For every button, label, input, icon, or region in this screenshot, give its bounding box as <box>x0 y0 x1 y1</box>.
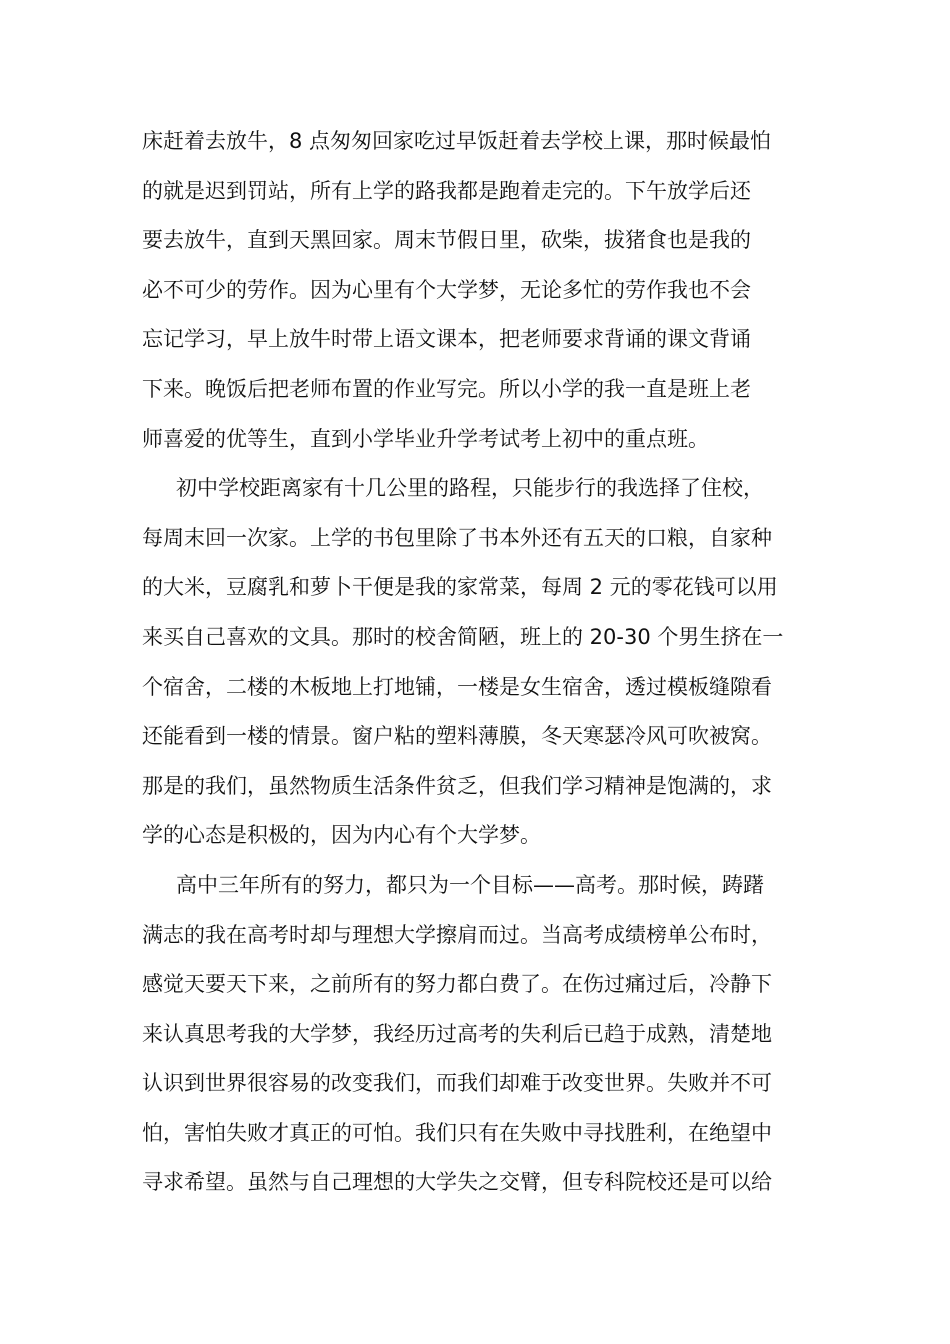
body-text <box>142 117 814 1208</box>
text-line: 那是的我们，虽然物质生活条件贫乏，但我们学习精神是饱满的，求 <box>142 773 772 798</box>
text-line: 怕，害怕失败才真正的可怕。我们只有在失败中寻找胜利，在绝望中 <box>142 1120 772 1145</box>
text-line: 感觉天要天下来，之前所有的努力都白费了。在伤过痛过后，冷静下 <box>142 972 772 997</box>
text-line: 寻求希望。虽然与自己理想的大学失之交臂，但专科院校还是可以给 <box>142 1170 772 1195</box>
text-line: 来认真思考我的大学梦，我经历过高考的失利后已趋于成熟，清楚地 <box>142 1021 772 1046</box>
text-line: 每周末回一次家。上学的书包里除了书本外还有五天的口粮，自家种 <box>142 525 772 550</box>
text-line: 床赶着去放牛，8 点匆匆回家吃过早饭赶着去学校上课，那时候最怕 <box>142 129 772 153</box>
text-line: 要去放牛，直到天黑回家。周末节假日里，砍柴，拔猪食也是我的 <box>142 228 751 253</box>
text-line: 忘记学习，早上放牛时带上语文课本，把老师要求背诵的课文背诵 <box>142 327 751 352</box>
paragraph-start-line: 初中学校距离家有十几公里的路程，只能步行的我选择了住校， <box>176 476 764 501</box>
text-line: 认识到世界很容易的改变我们，而我们却难于改变世界。失败并不可 <box>142 1071 772 1096</box>
text-line: 师喜爱的优等生，直到小学毕业升学考试考上初中的重点班。 <box>142 426 709 451</box>
paragraph-start-line: 高中三年所有的努力，都只为一个目标——高考。那时候，踌躇 <box>176 872 764 897</box>
text-line: 来买自己喜欢的文具。那时的校舍简陋，班上的 20-30 个男生挤在一 <box>142 624 784 649</box>
text-line: 学的心态是积极的，因为内心有个大学梦。 <box>142 823 541 848</box>
text-line: 下来。晚饭后把老师布置的作业写完。所以小学的我一直是班上老 <box>142 376 751 401</box>
text-line: 必不可少的劳作。因为心里有个大学梦，无论多忙的劳作我也不会 <box>142 277 751 302</box>
text-line: 还能看到一楼的情景。窗户粘的塑料薄膜，冬天寒瑟冷风可吹被窝。 <box>142 724 772 749</box>
text-line: 满志的我在高考时却与理想大学擦肩而过。当高考成绩榜单公布时， <box>142 922 772 947</box>
text-line: 个宿舍，二楼的木板地上打地铺，一楼是女生宿舍，透过模板缝隙看 <box>142 674 772 699</box>
text-line: 的大米，豆腐乳和萝卜干便是我的家常菜，每周 2 元的零花钱可以用 <box>142 575 778 600</box>
text-line: 的就是迟到罚站，所有上学的路我都是跑着走完的。下午放学后还 <box>142 178 751 203</box>
